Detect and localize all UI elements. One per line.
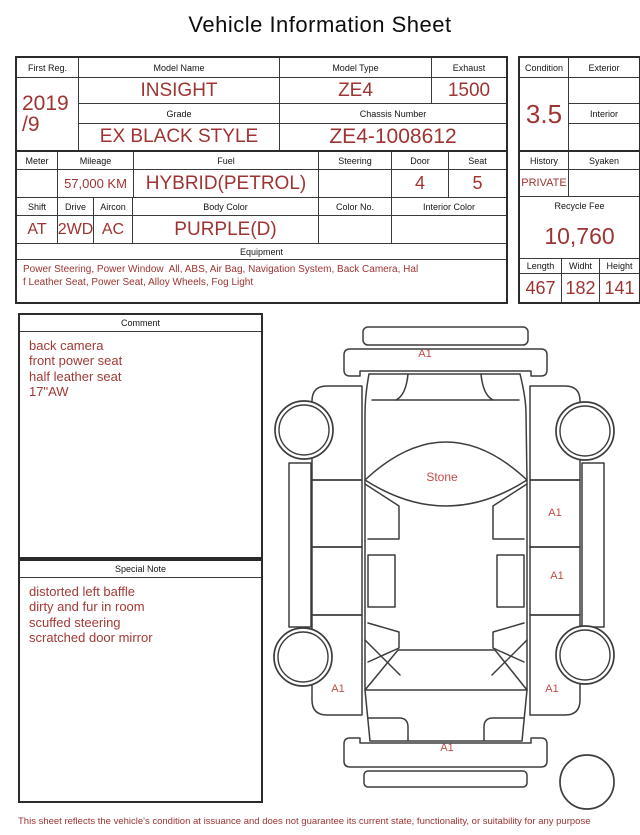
damage-mark-front-bumper: A1 — [418, 348, 432, 360]
door-label: Door — [392, 152, 449, 170]
drive-value: 2WD — [58, 216, 94, 244]
damage-mark-left-rear-fender: A1 — [331, 683, 345, 695]
mileage-label: Mileage — [58, 152, 134, 170]
history-value: PRIVATE — [520, 170, 569, 197]
model-type-value: ZE4 — [280, 78, 432, 104]
body-color-label: Body Color — [133, 198, 319, 216]
windshield-corner-left — [396, 374, 408, 400]
history-label: History — [520, 152, 569, 170]
width-label: Widht — [562, 259, 600, 274]
right-quarter-window — [493, 623, 524, 662]
front-top-strip — [363, 327, 528, 345]
seat-value: 5 — [449, 170, 506, 198]
special-note-line: distorted left baffle — [29, 584, 135, 599]
color-no-label: Color No. — [319, 198, 392, 216]
damage-mark-windshield: Stone — [426, 470, 458, 484]
trunk — [365, 690, 527, 741]
right-sill — [582, 463, 604, 627]
damage-mark-rear-bumper: A1 — [440, 742, 454, 754]
spec-table — [15, 150, 508, 304]
special-note-line: scuffed steering — [29, 614, 121, 630]
shift-value: AT — [17, 216, 58, 244]
page-title: Vehicle Information Sheet — [188, 12, 452, 37]
left-rear-window — [368, 555, 395, 607]
right-rear-window — [497, 555, 524, 607]
damage-mark-right-rear-fender: A1 — [545, 683, 559, 695]
mileage-value: 57,000 KM — [58, 170, 134, 198]
model-name-label: Model Name — [79, 58, 280, 78]
fuel-label: Fuel — [134, 152, 319, 170]
spare-wheel — [560, 755, 614, 809]
first-reg-value — [17, 78, 79, 150]
model-name-value: INSIGHT — [79, 78, 280, 104]
vehicle-identity-table — [15, 56, 508, 152]
model-type-label: Model Type — [280, 58, 432, 78]
chassis-number-value: ZE4-1008612 — [329, 125, 457, 148]
comment-label: Comment — [20, 315, 261, 332]
left-front-door — [312, 480, 362, 547]
exhaust-label: Exhaust — [432, 58, 506, 78]
damage-mark-right-rear-door: A1 — [550, 570, 564, 582]
rear-bottom-strip — [364, 771, 527, 787]
windshield-corner-right — [481, 374, 493, 400]
comment-box — [18, 313, 263, 559]
equipment-line-2: f Leather Seat, Power Seat, Alloy Wheels, Fog Light — [23, 277, 254, 288]
equipment-label: Equipment — [17, 244, 506, 260]
wheel-front-right — [556, 402, 614, 460]
first-reg-year: 2019 — [22, 91, 69, 115]
comment-line: back camera — [29, 338, 104, 353]
car-damage-diagram — [265, 310, 640, 810]
right-front-window — [493, 484, 527, 539]
first-reg-month: /9 — [22, 113, 40, 136]
width-value: 182 — [562, 274, 600, 302]
drive-label: Drive — [58, 198, 94, 216]
color-no-value — [319, 216, 392, 244]
height-value: 141 — [604, 277, 635, 298]
syaken-value — [569, 170, 639, 197]
condition-label: Condition — [520, 58, 569, 78]
steering-value — [319, 170, 392, 198]
special-note-line: dirty and fur in room — [29, 599, 145, 615]
grade-label: Grade — [79, 104, 280, 124]
length-label: Length — [520, 259, 562, 274]
shift-label: Shift — [17, 198, 58, 216]
grade-value: EX BLACK STYLE — [79, 124, 280, 150]
aircon-value: AC — [94, 216, 133, 244]
special-note-box — [18, 559, 263, 803]
door-value: 4 — [392, 170, 449, 198]
tail-light-left — [368, 718, 408, 740]
interior-color-label: Interior Color — [392, 198, 506, 216]
wheel-front-left — [275, 401, 333, 459]
special-note-line: scratched door mirror — [29, 629, 153, 645]
interior-label: Interior — [569, 104, 639, 124]
damage-mark-right-front-door: A1 — [548, 507, 562, 519]
fuel-value: HYBRID(PETROL) — [134, 170, 319, 198]
steering-label: Steering — [319, 152, 392, 170]
comment-line: 17"AW — [29, 383, 69, 399]
interior-color-value — [392, 216, 506, 244]
left-front-window — [365, 484, 399, 539]
length-value: 467 — [520, 274, 562, 302]
body-color-value: PURPLE(D) — [133, 216, 319, 244]
right-c-pillar — [492, 640, 527, 675]
aircon-label: Aircon — [94, 198, 133, 216]
seat-label: Seat — [449, 152, 506, 170]
recycle-fee-value: 10,760 — [520, 215, 639, 259]
exterior-label: Exterior — [569, 58, 639, 78]
left-quarter-window — [368, 623, 399, 662]
comment-line: half leather seat — [29, 368, 122, 384]
wheel-rear-right — [556, 626, 614, 684]
interior-value — [569, 124, 639, 150]
equipment-value — [17, 260, 506, 302]
meter-value — [17, 170, 58, 198]
condition-value: 3.5 — [520, 78, 569, 150]
history-fee-table — [518, 150, 640, 304]
exhaust-value: 1500 — [432, 78, 506, 104]
wheel-rear-left — [274, 628, 332, 686]
special-note-label: Special Note — [20, 561, 261, 578]
syaken-label: Syaken — [569, 152, 639, 170]
chassis-number-label: Chassis Number — [280, 104, 506, 124]
equipment-line-1: Power Steering, Power Window All, ABS, Air Bag, Navigation System, Back Camera, Hal — [23, 264, 419, 275]
left-rear-door — [312, 547, 362, 615]
disclaimer-text: This sheet reflects the vehicle's condition at issuance and does not guarantee its current state, functionality, or suitability for any purpose — [18, 816, 591, 827]
front-bumper — [344, 349, 547, 376]
condition-table — [518, 56, 640, 152]
comment-line: front power seat — [29, 353, 123, 369]
meter-label: Meter — [17, 152, 58, 170]
first-reg-label: First Reg. — [17, 58, 79, 78]
rear-window — [365, 650, 527, 690]
left-sill — [289, 463, 311, 627]
comment-body — [20, 332, 261, 405]
height-label: Height — [600, 259, 639, 274]
exterior-value — [569, 78, 639, 104]
tail-light-right — [484, 718, 524, 740]
special-note-body — [20, 578, 261, 651]
recycle-fee-label: Recycle Fee — [554, 201, 605, 211]
damage-marks — [331, 348, 563, 754]
